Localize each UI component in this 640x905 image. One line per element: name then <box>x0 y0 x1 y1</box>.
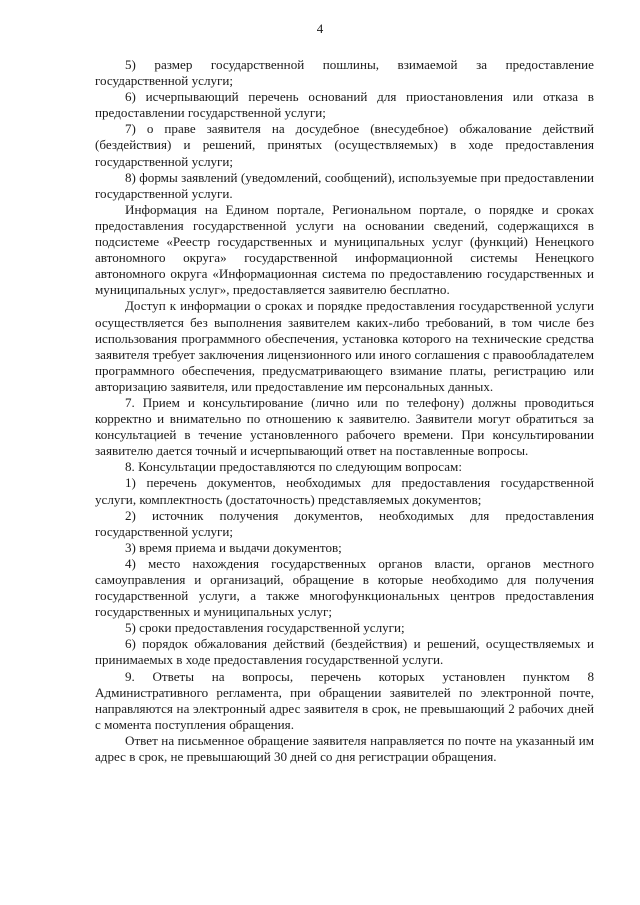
paragraph-consult-4: 4) место нахождения государственных органов власти, органов местного самоуправления и организаций, обращение в которые необходимо для получения государственной услуги, а также многофункциональных центров предоставления государственных и муниципальных услуг; <box>95 555 594 620</box>
paragraph-item-7: 7. Прием и консультирование (лично или по телефону) должны проводиться корректно и внимательно по отношению к заявителю. Заявители могут обратиться за консультацией в течение установленного рабочего времени. При консультировании заявителю дается точный и исчерпывающий ответ на поставленные вопросы. <box>95 394 594 459</box>
page-number: 4 <box>316 21 324 36</box>
paragraph-item-8: 8. Консультации предоставляются по следующим вопросам: <box>125 459 462 475</box>
paragraph-fee: 5) размер государственной пошлины, взимаемой за предоставление государственной услуги; <box>95 57 594 89</box>
paragraph-written-reply: Ответ на письменное обращение заявителя направляется по почте на указанный им адрес в срок, не превышающий 30 дней со дня регистрации обращения. <box>95 732 594 765</box>
paragraph-appeal-right: 7) о праве заявителя на досудебное (внесудебное) обжалование действий (бездействия) и решений, принятых (осуществляемых) в ходе предоставления государственной услуги; <box>95 121 594 169</box>
paragraph-item-9: 9. Ответы на вопросы, перечень которых установлен пунктом 8 Административного регламента, при обращении заявителей по электронной почте, направляются на электронный адрес заявителя в срок, не превышающий 2 рабочих дней с момента поступления обращения. <box>95 668 594 732</box>
paragraph-access-info: Доступ к информации о сроках и порядке предоставления государственной услуги осуществляется без выполнения заявителем каких-либо требований, в том числе без использования программного обеспечения, установка которого на технические средства заявителя требует заключения лицензионного или иного соглашения с правообладателем программного обеспечения, предусматривающего взимание платы, регистрацию или авторизацию заявителя, или предоставление им персональных данных. <box>95 298 594 394</box>
paragraph-consult-5: 5) сроки предоставления государственной услуги; <box>125 620 405 636</box>
paragraph-consult-2: 2) источник получения документов, необходимых для предоставления государственной услуги; <box>95 507 594 539</box>
document-body <box>95 57 594 765</box>
paragraph-consult-6: 6) порядок обжалования действий (бездействия) и решений, осуществляемых и принимаемых в ходе предоставления государственной услуги. <box>95 636 594 668</box>
paragraph-consult-1: 1) перечень документов, необходимых для предоставления государственной услуги, комплектность (достаточность) представляемых документов; <box>95 475 594 507</box>
paragraph-application-forms: 8) формы заявлений (уведомлений, сообщений), используемые при предоставлении государственной услуги. <box>95 169 594 201</box>
paragraph-portal-info: Информация на Едином портале, Региональном портале, о порядке и сроках предоставления государственной услуги на основании сведений, содержащихся в подсистеме «Реестр государственных и муниципальных услуг (функций) Ненецкого автономного округа» государственной информационной системы Ненецкого автономного округа «Информационная система по предоставлению государственных и муниципальных услуг», предоставляется заявителю бесплатно. <box>95 201 594 298</box>
paragraph-refusal-grounds: 6) исчерпывающий перечень оснований для приостановления или отказа в предоставлении государственной услуги; <box>95 89 594 121</box>
paragraph-consult-3: 3) время приема и выдачи документов; <box>125 539 342 555</box>
